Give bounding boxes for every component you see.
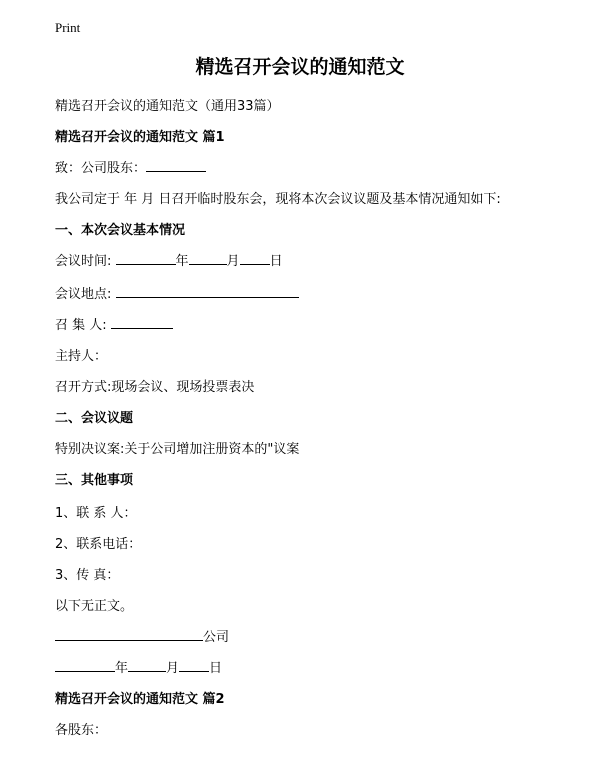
sign-year-blank <box>55 657 115 672</box>
year-blank <box>116 250 176 265</box>
heading-other: 三、其他事项 <box>55 473 134 488</box>
signature-date-line <box>55 657 222 676</box>
meeting-time-label: 会议时间: <box>55 254 112 269</box>
day-blank <box>240 250 270 265</box>
meeting-time-line <box>55 250 283 269</box>
fax-line: 3、传 真： <box>55 568 120 583</box>
topic-text: 特别决议案:关于公司增加注册资本的"议案 <box>55 442 300 457</box>
to-line <box>55 157 206 176</box>
company-blank <box>55 626 203 641</box>
sign-day-label: 日 <box>209 661 223 676</box>
contact-phone: 2、联系电话： <box>55 537 142 552</box>
company-label: 公司 <box>203 630 230 645</box>
company-signature-line <box>55 626 229 645</box>
meeting-place-blank <box>116 283 299 298</box>
to-label: 致：公司股东： <box>55 161 147 176</box>
sign-month-label: 月 <box>166 661 180 676</box>
sign-year-label: 年 <box>115 661 129 676</box>
subtitle: 精选召开会议的通知范文（通用33篇） <box>55 99 280 114</box>
convener-label: 召 集 人: <box>55 318 107 333</box>
shareholders-line: 各股东： <box>55 723 108 738</box>
contact-person: 1、联 系 人： <box>55 506 137 521</box>
meeting-place-label: 会议地点: <box>55 287 112 302</box>
convener-blank <box>111 314 173 329</box>
host-line: 主持人： <box>55 349 108 364</box>
heading-topics: 二、会议议题 <box>55 411 134 426</box>
month-blank <box>189 250 227 265</box>
section-1-heading: 精选召开会议的通知范文 篇1 <box>55 130 225 145</box>
print-link[interactable]: Print <box>55 20 81 35</box>
page-title: 精选召开会议的通知范文 <box>195 56 405 78</box>
year-label: 年 <box>175 254 189 269</box>
meeting-method: 召开方式:现场会议、现场投票表决 <box>55 380 255 395</box>
end-of-text: 以下无正文。 <box>55 599 134 614</box>
day-label: 日 <box>269 254 283 269</box>
sign-day-blank <box>179 657 209 672</box>
sign-month-blank <box>128 657 166 672</box>
meeting-place-line <box>55 283 299 302</box>
month-label: 月 <box>226 254 240 269</box>
section-2-heading: 精选召开会议的通知范文 篇2 <box>55 692 225 707</box>
intro-text: 我公司定于 年 月 日召开临时股东会，现将本次会议议题及基本情况通知如下: <box>55 192 501 207</box>
convener-line <box>55 314 173 333</box>
shareholder-blank <box>146 157 206 172</box>
heading-basic-info: 一、本次会议基本情况 <box>55 223 186 238</box>
